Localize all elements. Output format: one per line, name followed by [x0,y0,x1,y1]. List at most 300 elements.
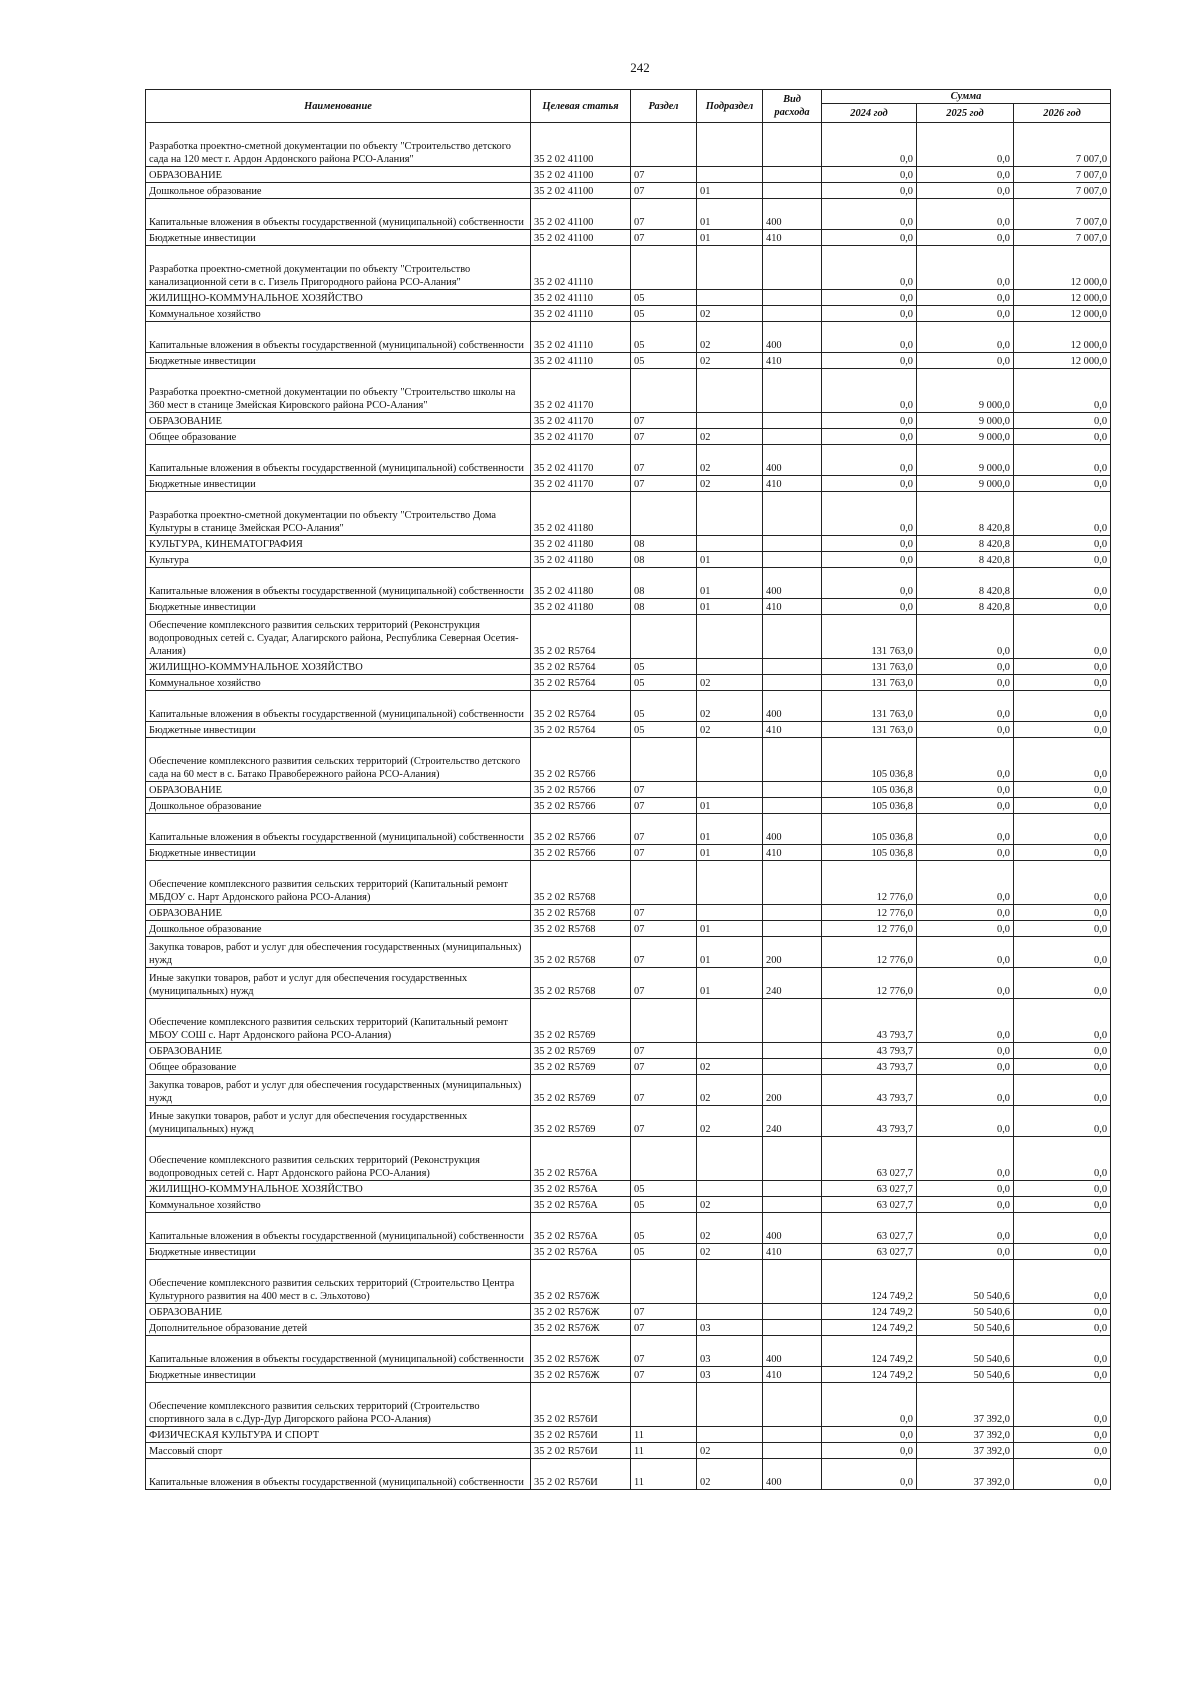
row-sum-2026-cell: 0,0 [1014,492,1111,536]
row-subsection-cell [697,615,763,659]
row-sum-2026-cell: 0,0 [1014,845,1111,861]
table-row [146,413,1111,429]
row-name-cell: ОБРАЗОВАНИЕ [146,905,531,921]
row-expense-type-cell [763,1320,822,1336]
row-target-cell: 35 2 02 41100 [531,199,631,230]
row-sum-2024-cell: 0,0 [822,536,917,552]
row-sum-2026-cell: 0,0 [1014,1443,1111,1459]
row-sum-2025-cell: 0,0 [917,183,1014,199]
table-row [146,798,1111,814]
table-row [146,1213,1111,1244]
row-sum-2026-cell: 7 007,0 [1014,199,1111,230]
row-sum-2026-cell: 0,0 [1014,476,1111,492]
row-sum-2026-cell: 12 000,0 [1014,246,1111,290]
row-sum-2024-cell: 105 036,8 [822,782,917,798]
row-expense-type-cell: 410 [763,1367,822,1383]
row-sum-2024-cell: 0,0 [822,445,917,476]
table-row [146,1197,1111,1213]
row-target-cell: 35 2 02 R576A [531,1244,631,1260]
row-sum-2025-cell: 0,0 [917,937,1014,968]
row-sum-2026-cell: 12 000,0 [1014,353,1111,369]
budget-table [145,89,1111,1490]
row-sum-2026-cell: 0,0 [1014,968,1111,999]
table-row [146,905,1111,921]
row-name-cell: Обеспечение комплексного развития сельских территорий (Реконструкция водопроводных сетей с. Суадаг, Алагирского района, Республика Северная Осетия-Алания) [146,615,531,659]
row-subsection-cell: 02 [697,1059,763,1075]
row-section-cell: 08 [631,552,697,568]
row-expense-type-cell [763,246,822,290]
header-year-2025: 2025 год [917,104,1014,123]
row-sum-2025-cell: 0,0 [917,322,1014,353]
row-target-cell: 35 2 02 41170 [531,476,631,492]
row-name-cell: Коммунальное хозяйство [146,306,531,322]
row-section-cell: 07 [631,814,697,845]
table-row [146,659,1111,675]
row-sum-2025-cell: 9 000,0 [917,369,1014,413]
row-subsection-cell [697,782,763,798]
row-sum-2025-cell: 9 000,0 [917,445,1014,476]
row-sum-2025-cell: 0,0 [917,306,1014,322]
header-expense-type: Вид расхода [763,90,822,123]
row-sum-2024-cell: 0,0 [822,476,917,492]
table-row [146,552,1111,568]
row-name-cell: Капитальные вложения в объекты государственной (муниципальной) собственности [146,199,531,230]
table-row [146,1304,1111,1320]
row-sum-2025-cell: 0,0 [917,230,1014,246]
row-sum-2024-cell: 43 793,7 [822,1059,917,1075]
row-subsection-cell [697,659,763,675]
row-subsection-cell [697,413,763,429]
row-expense-type-cell [763,921,822,937]
row-section-cell: 07 [631,1336,697,1367]
row-sum-2025-cell: 50 540,6 [917,1320,1014,1336]
row-expense-type-cell [763,1043,822,1059]
row-sum-2026-cell: 0,0 [1014,1075,1111,1106]
row-sum-2025-cell: 0,0 [917,123,1014,167]
row-sum-2026-cell: 0,0 [1014,552,1111,568]
row-section-cell: 07 [631,1304,697,1320]
row-sum-2026-cell: 0,0 [1014,814,1111,845]
row-sum-2025-cell: 0,0 [917,1197,1014,1213]
row-target-cell: 35 2 02 R576A [531,1213,631,1244]
table-row [146,1106,1111,1137]
row-sum-2025-cell: 0,0 [917,246,1014,290]
table-row [146,1320,1111,1336]
table-row [146,183,1111,199]
row-expense-type-cell [763,999,822,1043]
table-row [146,599,1111,615]
row-subsection-cell [697,1260,763,1304]
row-expense-type-cell [763,123,822,167]
table-row [146,306,1111,322]
table-body [146,123,1111,1490]
row-subsection-cell: 02 [697,353,763,369]
row-target-cell: 35 2 02 41180 [531,492,631,536]
row-expense-type-cell [763,290,822,306]
row-sum-2024-cell: 0,0 [822,183,917,199]
row-section-cell: 05 [631,1197,697,1213]
row-sum-2025-cell: 50 540,6 [917,1304,1014,1320]
row-section-cell: 05 [631,722,697,738]
row-sum-2024-cell: 124 749,2 [822,1336,917,1367]
row-subsection-cell [697,369,763,413]
row-expense-type-cell: 410 [763,1244,822,1260]
row-sum-2025-cell: 50 540,6 [917,1260,1014,1304]
row-expense-type-cell: 400 [763,199,822,230]
row-sum-2024-cell: 0,0 [822,230,917,246]
row-subsection-cell: 01 [697,599,763,615]
row-expense-type-cell [763,369,822,413]
row-sum-2025-cell: 37 392,0 [917,1383,1014,1427]
row-section-cell: 07 [631,1367,697,1383]
row-name-cell: Обеспечение комплексного развития сельских территорий (Реконструкция водопроводных сетей с. Нарт Ардонского района РСО-Алания) [146,1137,531,1181]
row-target-cell: 35 2 02 R5769 [531,1106,631,1137]
row-sum-2024-cell: 63 027,7 [822,1213,917,1244]
row-target-cell: 35 2 02 R576A [531,1197,631,1213]
row-expense-type-cell [763,861,822,905]
row-name-cell: ЖИЛИЩНО-КОММУНАЛЬНОЕ ХОЗЯЙСТВО [146,1181,531,1197]
row-sum-2024-cell: 0,0 [822,322,917,353]
row-expense-type-cell [763,552,822,568]
row-sum-2025-cell: 37 392,0 [917,1443,1014,1459]
row-target-cell: 35 2 02 41110 [531,246,631,290]
row-name-cell: Капитальные вложения в объекты государственной (муниципальной) собственности [146,691,531,722]
row-section-cell: 07 [631,937,697,968]
row-subsection-cell [697,290,763,306]
row-name-cell: Капитальные вложения в объекты государственной (муниципальной) собственности [146,445,531,476]
row-expense-type-cell [763,1197,822,1213]
row-expense-type-cell [763,183,822,199]
row-sum-2026-cell: 0,0 [1014,1181,1111,1197]
row-sum-2025-cell: 50 540,6 [917,1367,1014,1383]
row-target-cell: 35 2 02 41180 [531,568,631,599]
row-sum-2026-cell: 0,0 [1014,1320,1111,1336]
row-sum-2026-cell: 0,0 [1014,1260,1111,1304]
row-name-cell: Бюджетные инвестиции [146,476,531,492]
row-subsection-cell: 02 [697,675,763,691]
row-sum-2025-cell: 8 420,8 [917,552,1014,568]
row-expense-type-cell [763,905,822,921]
row-expense-type-cell [763,1427,822,1443]
row-expense-type-cell: 410 [763,722,822,738]
row-target-cell: 35 2 02 41170 [531,413,631,429]
row-sum-2024-cell: 0,0 [822,1427,917,1443]
row-name-cell: Коммунальное хозяйство [146,675,531,691]
row-name-cell: Капитальные вложения в объекты государственной (муниципальной) собственности [146,1213,531,1244]
row-expense-type-cell: 410 [763,353,822,369]
row-subsection-cell: 01 [697,814,763,845]
row-sum-2025-cell: 8 420,8 [917,599,1014,615]
table-row [146,123,1111,167]
row-sum-2026-cell: 0,0 [1014,1197,1111,1213]
row-name-cell: ФИЗИЧЕСКАЯ КУЛЬТУРА И СПОРТ [146,1427,531,1443]
row-sum-2026-cell: 0,0 [1014,738,1111,782]
row-target-cell: 35 2 02 R5764 [531,691,631,722]
row-section-cell [631,1137,697,1181]
row-name-cell: Бюджетные инвестиции [146,722,531,738]
row-expense-type-cell [763,659,822,675]
row-sum-2025-cell: 0,0 [917,199,1014,230]
row-expense-type-cell: 400 [763,691,822,722]
row-sum-2025-cell: 8 420,8 [917,492,1014,536]
row-subsection-cell: 02 [697,1459,763,1490]
row-sum-2026-cell: 0,0 [1014,1383,1111,1427]
row-target-cell: 35 2 02 R5766 [531,814,631,845]
row-target-cell: 35 2 02 41100 [531,123,631,167]
row-subsection-cell: 03 [697,1336,763,1367]
row-section-cell [631,738,697,782]
row-target-cell: 35 2 02 41170 [531,445,631,476]
row-target-cell: 35 2 02 R5766 [531,798,631,814]
row-name-cell: КУЛЬТУРА, КИНЕМАТОГРАФИЯ [146,536,531,552]
row-subsection-cell: 01 [697,568,763,599]
table-row [146,445,1111,476]
row-sum-2025-cell: 0,0 [917,1043,1014,1059]
row-name-cell: Дошкольное образование [146,798,531,814]
row-section-cell: 07 [631,782,697,798]
row-expense-type-cell [763,738,822,782]
table-row [146,845,1111,861]
row-subsection-cell: 02 [697,306,763,322]
row-sum-2025-cell: 37 392,0 [917,1459,1014,1490]
row-expense-type-cell [763,1443,822,1459]
table-row [146,1427,1111,1443]
row-name-cell: Обеспечение комплексного развития сельских территорий (Строительство Центра Культурного развития на 400 мест в с. Эльхотово) [146,1260,531,1304]
table-row [146,782,1111,798]
row-target-cell: 35 2 02 R576И [531,1427,631,1443]
row-sum-2024-cell: 124 749,2 [822,1304,917,1320]
row-subsection-cell [697,1304,763,1320]
row-expense-type-cell: 410 [763,845,822,861]
row-subsection-cell [697,1043,763,1059]
row-expense-type-cell [763,615,822,659]
row-subsection-cell [697,167,763,183]
row-sum-2026-cell: 0,0 [1014,445,1111,476]
row-sum-2026-cell: 0,0 [1014,999,1111,1043]
row-name-cell: Бюджетные инвестиции [146,845,531,861]
row-section-cell [631,492,697,536]
row-target-cell: 35 2 02 41110 [531,353,631,369]
row-name-cell: ОБРАЗОВАНИЕ [146,1304,531,1320]
row-subsection-cell [697,738,763,782]
row-sum-2025-cell: 0,0 [917,921,1014,937]
table-row [146,290,1111,306]
row-target-cell: 35 2 02 R5769 [531,1043,631,1059]
row-subsection-cell: 02 [697,691,763,722]
row-expense-type-cell [763,1059,822,1075]
table-row [146,492,1111,536]
row-sum-2025-cell: 0,0 [917,691,1014,722]
row-subsection-cell: 02 [697,322,763,353]
row-sum-2024-cell: 0,0 [822,290,917,306]
header-name: Наименование [146,90,531,123]
row-expense-type-cell [763,782,822,798]
row-subsection-cell: 01 [697,199,763,230]
row-sum-2024-cell: 131 763,0 [822,722,917,738]
row-sum-2025-cell: 0,0 [917,782,1014,798]
table-row [146,999,1111,1043]
row-name-cell: Общее образование [146,429,531,445]
row-sum-2025-cell: 0,0 [917,738,1014,782]
row-section-cell: 08 [631,536,697,552]
row-section-cell [631,123,697,167]
row-section-cell: 07 [631,413,697,429]
row-subsection-cell: 02 [697,1075,763,1106]
table-row [146,1367,1111,1383]
row-target-cell: 35 2 02 R576Ж [531,1367,631,1383]
row-subsection-cell: 02 [697,1213,763,1244]
row-sum-2026-cell: 12 000,0 [1014,322,1111,353]
row-subsection-cell [697,905,763,921]
row-expense-type-cell [763,1304,822,1320]
row-target-cell: 35 2 02 R5769 [531,1075,631,1106]
row-target-cell: 35 2 02 R5764 [531,659,631,675]
row-section-cell: 07 [631,798,697,814]
row-sum-2025-cell: 9 000,0 [917,413,1014,429]
row-sum-2026-cell: 0,0 [1014,905,1111,921]
row-name-cell: ОБРАЗОВАНИЕ [146,782,531,798]
row-section-cell: 05 [631,322,697,353]
row-sum-2025-cell: 9 000,0 [917,476,1014,492]
row-sum-2026-cell: 12 000,0 [1014,306,1111,322]
row-sum-2025-cell: 0,0 [917,722,1014,738]
row-target-cell: 35 2 02 41100 [531,167,631,183]
header-subsection: Подраздел [697,90,763,123]
row-section-cell: 07 [631,1106,697,1137]
row-section-cell: 05 [631,353,697,369]
row-section-cell: 11 [631,1427,697,1443]
row-target-cell: 35 2 02 R576A [531,1137,631,1181]
row-name-cell: Культура [146,552,531,568]
row-section-cell [631,1260,697,1304]
row-name-cell: Разработка проектно-сметной документации по объекту "Строительство детского сада на 120 мест г. Ардон Ардонского района РСО-Алания" [146,123,531,167]
header-year-2024: 2024 год [822,104,917,123]
row-name-cell: Коммунальное хозяйство [146,1197,531,1213]
row-sum-2025-cell: 0,0 [917,1244,1014,1260]
row-expense-type-cell [763,413,822,429]
row-sum-2024-cell: 124 749,2 [822,1367,917,1383]
row-sum-2026-cell: 0,0 [1014,1137,1111,1181]
row-name-cell: Обеспечение комплексного развития сельских территорий (Капитальный ремонт МБОУ СОШ с. Нарт Ардонского района РСО-Алания) [146,999,531,1043]
row-expense-type-cell: 400 [763,814,822,845]
table-row [146,921,1111,937]
row-name-cell: Бюджетные инвестиции [146,599,531,615]
row-section-cell: 11 [631,1443,697,1459]
row-name-cell: Бюджетные инвестиции [146,1244,531,1260]
row-subsection-cell: 01 [697,183,763,199]
row-subsection-cell [697,1181,763,1197]
row-sum-2026-cell: 0,0 [1014,1336,1111,1367]
row-sum-2026-cell: 7 007,0 [1014,183,1111,199]
row-sum-2024-cell: 43 793,7 [822,1106,917,1137]
row-sum-2026-cell: 0,0 [1014,659,1111,675]
row-target-cell: 35 2 02 R5764 [531,722,631,738]
row-name-cell: Дошкольное образование [146,183,531,199]
header-section: Раздел [631,90,697,123]
row-name-cell: Массовый спорт [146,1443,531,1459]
row-sum-2024-cell: 0,0 [822,369,917,413]
row-sum-2025-cell: 0,0 [917,1106,1014,1137]
row-expense-type-cell: 400 [763,1213,822,1244]
row-section-cell: 07 [631,183,697,199]
row-sum-2025-cell: 0,0 [917,814,1014,845]
row-sum-2026-cell: 0,0 [1014,413,1111,429]
table-row [146,1443,1111,1459]
table-row [146,1181,1111,1197]
table-row [146,1336,1111,1367]
row-sum-2024-cell: 0,0 [822,492,917,536]
header-sum: Сумма [822,90,1111,104]
row-subsection-cell [697,861,763,905]
row-sum-2026-cell: 0,0 [1014,1106,1111,1137]
row-section-cell: 07 [631,1043,697,1059]
row-target-cell: 35 2 02 R5768 [531,937,631,968]
row-sum-2025-cell: 0,0 [917,615,1014,659]
table-row [146,429,1111,445]
table-row [146,1043,1111,1059]
table-header [146,90,1111,123]
row-sum-2024-cell: 43 793,7 [822,1075,917,1106]
row-sum-2026-cell: 0,0 [1014,675,1111,691]
row-sum-2025-cell: 0,0 [917,905,1014,921]
row-sum-2026-cell: 0,0 [1014,429,1111,445]
row-sum-2024-cell: 43 793,7 [822,999,917,1043]
row-sum-2025-cell: 0,0 [917,798,1014,814]
row-name-cell: Дошкольное образование [146,921,531,937]
row-expense-type-cell [763,1260,822,1304]
row-expense-type-cell: 200 [763,937,822,968]
row-sum-2024-cell: 131 763,0 [822,659,917,675]
row-sum-2026-cell: 7 007,0 [1014,167,1111,183]
table-row [146,167,1111,183]
row-sum-2025-cell: 0,0 [917,1075,1014,1106]
row-section-cell: 07 [631,921,697,937]
row-target-cell: 35 2 02 R576Ж [531,1260,631,1304]
row-sum-2024-cell: 0,0 [822,1443,917,1459]
row-sum-2024-cell: 63 027,7 [822,1197,917,1213]
row-name-cell: Капитальные вложения в объекты государственной (муниципальной) собственности [146,1336,531,1367]
row-section-cell: 07 [631,445,697,476]
row-subsection-cell [697,1427,763,1443]
row-sum-2026-cell: 0,0 [1014,861,1111,905]
row-section-cell: 05 [631,1244,697,1260]
table-row [146,722,1111,738]
row-sum-2024-cell: 124 749,2 [822,1320,917,1336]
table-row [146,1260,1111,1304]
row-target-cell: 35 2 02 R576A [531,1181,631,1197]
row-expense-type-cell [763,675,822,691]
row-subsection-cell [697,123,763,167]
row-section-cell: 05 [631,290,697,306]
row-sum-2024-cell: 63 027,7 [822,1181,917,1197]
row-name-cell: Обеспечение комплексного развития сельских территорий (Строительство спортивного зала в с.Дур-Дур Дигорского района РСО-Алания) [146,1383,531,1427]
row-sum-2025-cell: 0,0 [917,675,1014,691]
row-subsection-cell [697,492,763,536]
row-target-cell: 35 2 02 41180 [531,536,631,552]
row-name-cell: Капитальные вложения в объекты государственной (муниципальной) собственности [146,322,531,353]
table-row [146,568,1111,599]
row-section-cell: 07 [631,167,697,183]
row-sum-2024-cell: 105 036,8 [822,798,917,814]
row-expense-type-cell [763,492,822,536]
table-row [146,230,1111,246]
table-row [146,1075,1111,1106]
table-row [146,861,1111,905]
table-row [146,199,1111,230]
row-sum-2025-cell: 37 392,0 [917,1427,1014,1443]
row-name-cell: Капитальные вложения в объекты государственной (муниципальной) собственности [146,568,531,599]
table-row [146,536,1111,552]
